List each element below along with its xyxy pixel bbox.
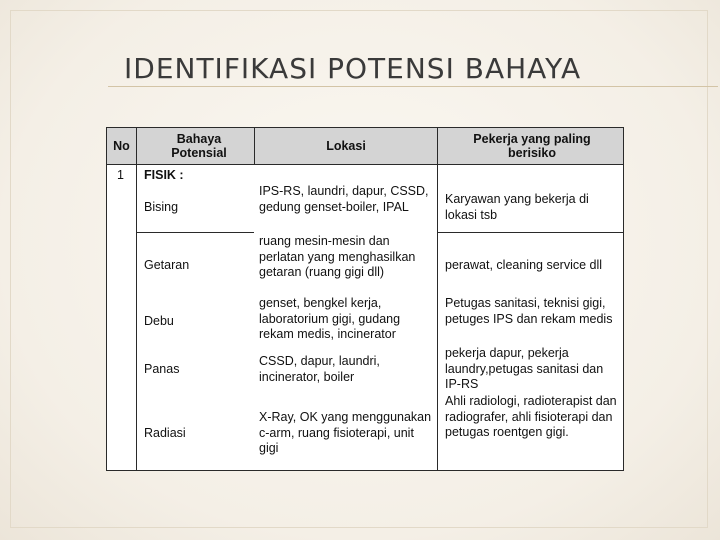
hazard-name: Bising [144,200,179,214]
header-bahaya: Bahaya Potensial [171,132,227,160]
hazard-workers: pekerja dapur, pekerja laundry,petugas sanitasi dan IP-RS [445,346,604,391]
hazard-workers: Ahli radiologi, radioterapist dan radiografer, ahli fisioterapi dan petugas roentgen gigi. [445,394,617,439]
column-divider [437,128,438,470]
header-no: No [113,139,130,153]
row-number: 1 [117,168,124,182]
title-underline [108,86,718,87]
hazard-workers: perawat, cleaning service dll [445,258,603,272]
hazard-workers: Karyawan yang bekerja di lokasi tsb [445,192,589,222]
header-lokasi: Lokasi [326,139,366,153]
hazard-name: Panas [144,362,180,376]
hazard-name: Debu [144,314,174,328]
row-divider [437,232,623,233]
row-divider [136,232,254,233]
hazard-location: IPS-RS, laundri, dapur, CSSD, gedung genset-boiler, IPAL [259,184,429,214]
hazard-location: X-Ray, OK yang menggunakan c-arm, ruang fisioterapi, unit gigi [259,410,432,455]
category-label: FISIK : [144,168,184,182]
hazard-name: Getaran [144,258,190,272]
slide-title: IDENTIFIKASI POTENSI BAHAYA [124,52,582,85]
column-divider [136,128,137,470]
hazard-name: Radiasi [144,426,186,440]
header-pekerja: Pekerja yang paling berisiko [473,132,591,160]
hazard-workers: Petugas sanitasi, teknisi gigi, petuges IPS dan rekam medis [445,296,613,326]
hazard-location: CSSD, dapur, laundri, incinerator, boiler [259,354,380,384]
hazard-location: genset, bengkel kerja, laboratorium gigi, gudang rekam medis, incinerator [259,296,401,341]
hazard-table [106,127,624,471]
hazard-location: ruang mesin-mesin dan perlatan yang menghasilkan getaran (ruang gigi dll) [259,234,416,279]
